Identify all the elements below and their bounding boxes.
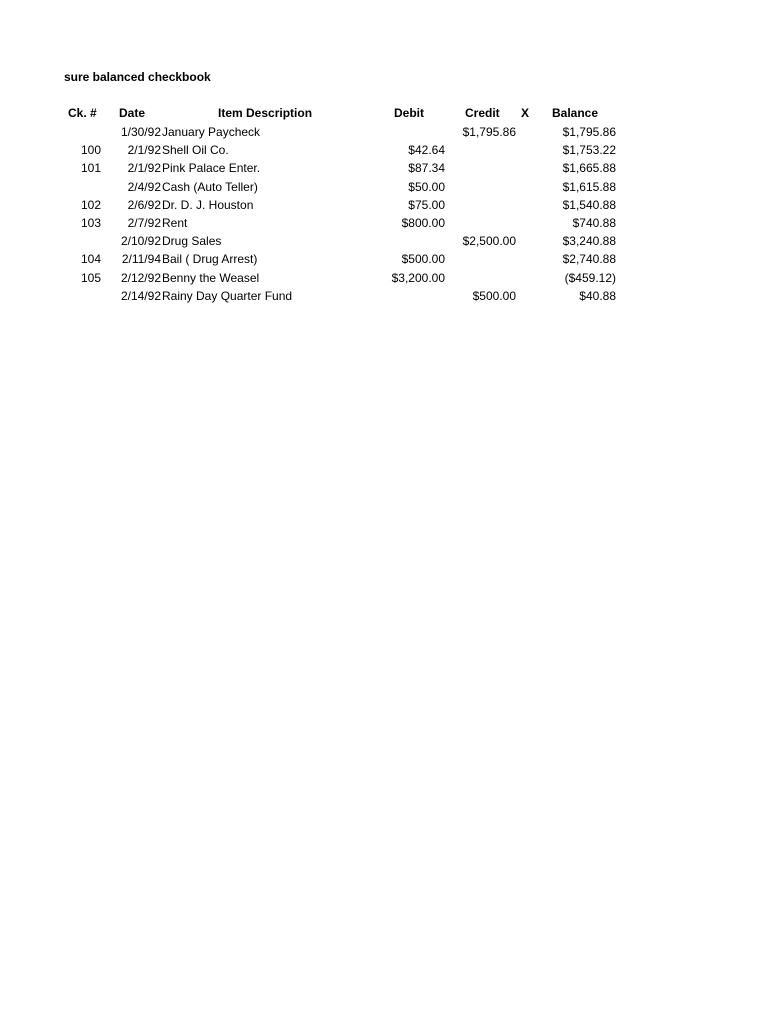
row-7-desc: Drug Sales <box>162 234 222 249</box>
row-2-balance: $1,753.22 <box>562 143 616 158</box>
row-10-date: 2/14/92 <box>120 288 161 303</box>
row-9-ck: 105 <box>80 270 101 285</box>
row-8-debit: $500.00 <box>401 252 445 267</box>
row-2-debit: $42.64 <box>408 143 445 158</box>
row-10-credit: $500.00 <box>472 288 516 303</box>
row-3-desc: Pink Palace Enter. <box>162 161 261 176</box>
row-6-date: 2/7/92 <box>127 216 161 230</box>
row-6-desc: Rent <box>162 216 188 230</box>
row-1-date: 1/30/92 <box>120 125 161 139</box>
row-3-balance: $1,665.88 <box>562 161 616 176</box>
row-7-balance: $3,240.88 <box>562 234 616 249</box>
row-7-date: 2/10/92 <box>120 234 161 249</box>
row-9-desc: Benny the Weasel <box>162 270 260 285</box>
header-credit: Credit <box>465 106 500 120</box>
row-5-ck: 102 <box>80 197 101 212</box>
header-item-description: Item Description <box>218 106 313 120</box>
row-4-desc: Cash (Auto Teller) <box>162 179 258 194</box>
row-5-desc: Dr. D. J. Houston <box>162 197 254 212</box>
row-10-balance: $40.88 <box>579 288 616 303</box>
row-7-credit: $2,500.00 <box>462 234 516 249</box>
row-8-ck: 104 <box>80 252 101 267</box>
header-x: X <box>521 106 530 120</box>
row-4-debit: $50.00 <box>408 179 445 194</box>
row-3-debit: $87.34 <box>408 161 445 176</box>
row-6-debit: $800.00 <box>401 216 445 230</box>
row-8-desc: Bail ( Drug Arrest) <box>162 252 258 267</box>
row-2-desc: Shell Oil Co. <box>162 143 229 158</box>
row-4-date: 2/4/92 <box>127 179 161 194</box>
row-8-date: 2/11/94 <box>121 252 161 267</box>
row-5-debit: $75.00 <box>408 197 445 212</box>
row-1-desc: January Paycheck <box>162 125 261 139</box>
sheet-title: sure balanced checkbook <box>64 70 211 84</box>
row-1-balance: $1,795.86 <box>562 125 616 139</box>
row-8-balance: $2,740.88 <box>562 252 616 267</box>
row-3-ck: 101 <box>80 161 101 176</box>
row-10-desc: Rainy Day Quarter Fund <box>162 288 293 303</box>
row-6-ck: 103 <box>80 216 101 230</box>
header-date: Date <box>119 106 146 120</box>
row-9-date: 2/12/92 <box>120 270 161 285</box>
row-2-ck: 100 <box>80 143 101 158</box>
row-5-balance: $1,540.88 <box>562 197 616 212</box>
row-3-date: 2/1/92 <box>127 161 161 176</box>
header-ck-number: Ck. # <box>68 106 97 120</box>
row-6-balance: $740.88 <box>572 216 616 230</box>
row-9-balance: ($459.12) <box>564 270 616 285</box>
row-9-debit: $3,200.00 <box>391 270 445 285</box>
row-2-date: 2/1/92 <box>127 143 161 158</box>
row-4-balance: $1,615.88 <box>562 179 616 194</box>
row-1-credit: $1,795.86 <box>462 125 516 139</box>
header-balance: Balance <box>552 106 599 120</box>
row-5-date: 2/6/92 <box>127 197 161 212</box>
header-debit: Debit <box>394 106 424 120</box>
